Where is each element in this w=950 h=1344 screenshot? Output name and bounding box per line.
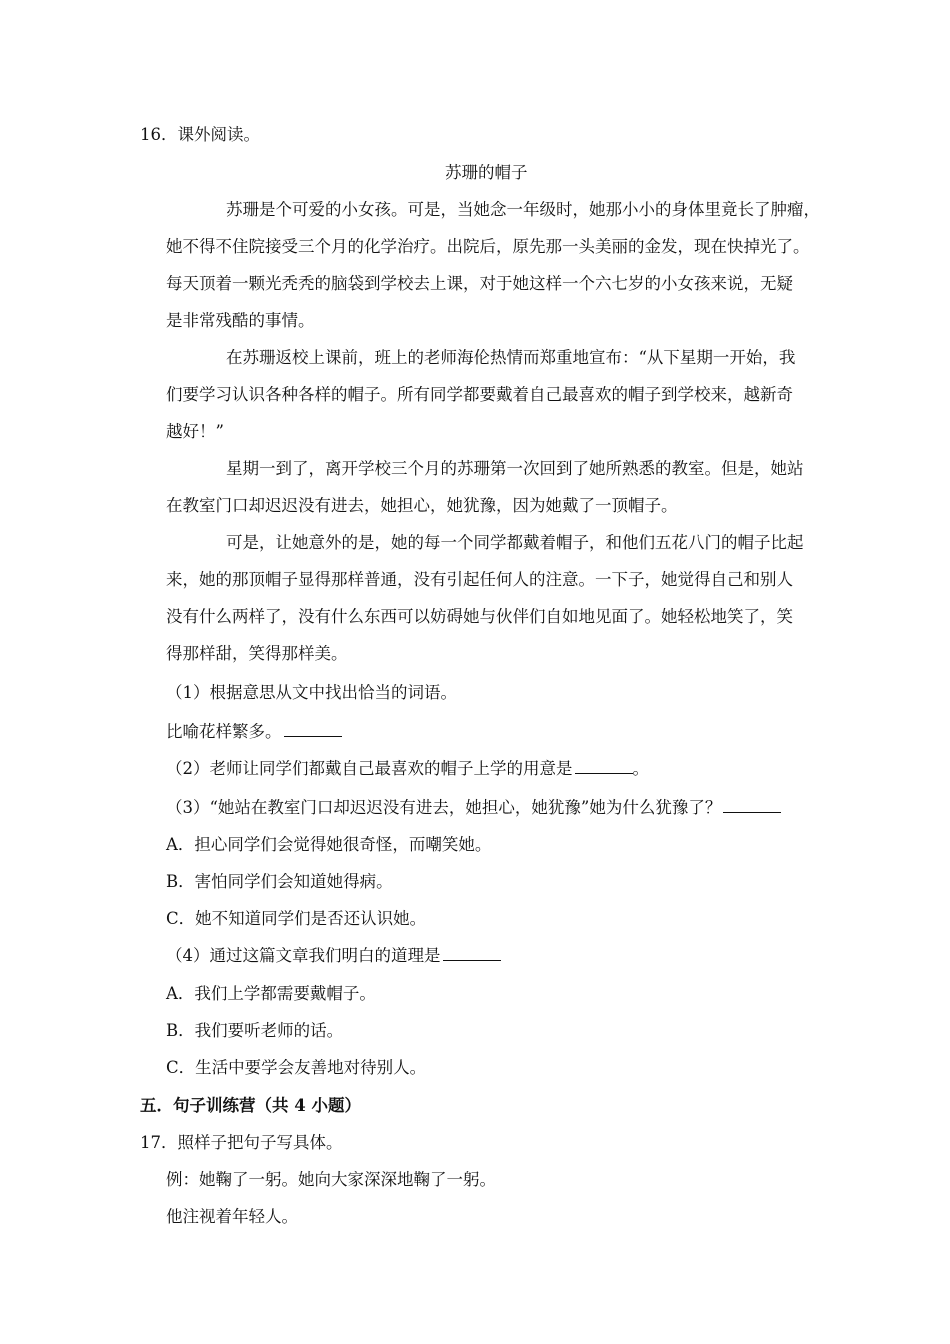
- option-c: C．生活中要学会友善地对待别人。: [166, 1058, 427, 1077]
- sub-question-3: [166, 796, 781, 820]
- prompt-text: 比喻花样繁多。: [166, 722, 282, 741]
- passage-line: 每天顶着一颗光秃秃的脑袋到学校去上课，对于她这样一个六七岁的小女孩来说，无疑: [166, 274, 793, 293]
- passage-line: 越好！”: [166, 422, 224, 441]
- sub-question-1-prompt: [166, 720, 342, 744]
- sub-question-1: （1）根据意思从文中找出恰当的词语。: [166, 683, 457, 702]
- answer-blank[interactable]: [723, 796, 781, 813]
- section-5-heading: 五．句子训练营（共 4 小题）: [140, 1096, 361, 1115]
- passage-line: 是非常残酷的事情。: [166, 311, 315, 330]
- passage-line: 星期一到了，离开学校三个月的苏珊第一次回到了她所熟悉的教室。但是，她站: [226, 459, 804, 478]
- passage-line: 们要学习认识各种各样的帽子。所有同学都要戴着自己最喜欢的帽子到学校来，越新奇: [166, 385, 793, 404]
- question-text: （4）通过这篇文章我们明白的道理是: [166, 946, 441, 965]
- passage-line: 她不得不住院接受三个月的化学治疗。出院后，原先那一头美丽的金发，现在快掉光了。: [166, 237, 810, 256]
- passage-line: 没有什么两样了，没有什么东西可以妨碍她与伙伴们自如地见面了。她轻松地笑了，笑: [166, 607, 793, 626]
- question-17-prompt: 他注视着年轻人。: [166, 1207, 298, 1226]
- passage-line: 在苏珊返校上课前，班上的老师海伦热情而郑重地宣布：“从下星期一开始，我: [226, 348, 796, 367]
- option-c: C．她不知道同学们是否还认识她。: [166, 909, 427, 928]
- answer-blank[interactable]: [575, 757, 633, 774]
- passage-line: 在教室门口却迟迟没有进去，她担心，她犹豫，因为她戴了一顶帽子。: [166, 496, 678, 515]
- question-text: （2）老师让同学们都戴自己最喜欢的帽子上学的用意是: [166, 759, 573, 778]
- answer-blank[interactable]: [443, 944, 501, 961]
- question-text: （3）“她站在教室门口却迟迟没有进去，她担心，她犹豫”她为什么犹豫了？: [166, 798, 722, 817]
- question-end: 。: [632, 759, 649, 778]
- option-a: A．担心同学们会觉得她很奇怪，而嘲笑她。: [166, 835, 492, 854]
- answer-blank[interactable]: [284, 720, 342, 737]
- option-b: B．我们要听老师的话。: [166, 1021, 344, 1040]
- option-b: B．害怕同学们会知道她得病。: [166, 872, 393, 891]
- passage-line: 来，她的那顶帽子显得那样普通，没有引起任何人的注意。一下子，她觉得自己和别人: [166, 570, 793, 589]
- sub-question-4: [166, 944, 501, 968]
- option-a: A．我们上学都需要戴帽子。: [166, 984, 376, 1003]
- passage-line: 可是，让她意外的是，她的每一个同学都戴着帽子，和他们五花八门的帽子比起: [226, 533, 804, 552]
- question-17-heading: 17．照样子把句子写具体。: [140, 1133, 343, 1152]
- sub-question-2: [166, 757, 649, 781]
- passage-line: 得那样甜，笑得那样美。: [166, 644, 348, 663]
- passage-title: 苏珊的帽子: [445, 163, 528, 182]
- passage-line: 苏珊是个可爱的小女孩。可是，当她念一年级时，她那小小的身体里竟长了肿瘤，: [226, 200, 820, 219]
- question-17-example: 例：她鞠了一躬。她向大家深深地鞠了一躬。: [166, 1170, 496, 1189]
- question-16-heading: 16．课外阅读。: [140, 125, 260, 144]
